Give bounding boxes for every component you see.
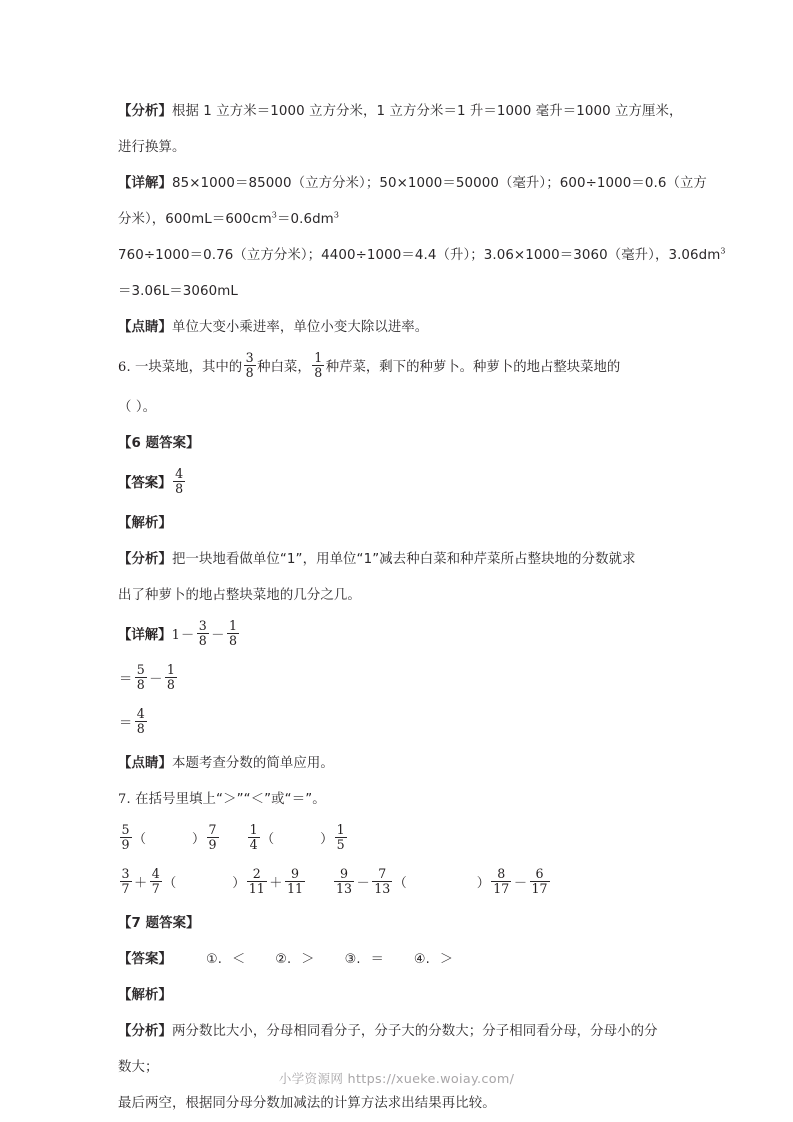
q5-detail-line3 — [118, 238, 726, 274]
superscript-3-b: 3 — [333, 210, 340, 220]
q6-answer-blank: （ ）。 — [118, 400, 157, 415]
q6-detail-row3 — [118, 702, 682, 746]
plus-op-1: ＋ — [134, 876, 148, 891]
minus-op-2: － — [211, 628, 225, 643]
q6-detail-one: 1 — [171, 628, 181, 643]
q7-analysis-text3: 最后两空，根据同分母分数加减法的计算方法求出结果再比较。 — [118, 1096, 496, 1111]
document-body — [118, 94, 726, 1122]
plus-op-2: ＋ — [269, 876, 283, 891]
answer-item-3: ③. ＝ — [344, 952, 384, 967]
q6-answer-line — [118, 462, 682, 506]
blank-paren-4[interactable]: （ ） — [393, 876, 490, 891]
minus-op-5: － — [513, 876, 527, 891]
q7-compare-row-2 — [118, 862, 682, 906]
q5-detail-text2a: 分米），600mL＝600cm — [118, 212, 272, 227]
q7-compare-row-1 — [118, 818, 682, 862]
q6-number: 6. — [118, 360, 131, 375]
fraction-3-8-a: $\frac{3}{8}$ — [245, 350, 254, 380]
q5-detail-line4 — [118, 274, 682, 310]
fraction-9-11: $\frac{9}{11}$ — [286, 866, 303, 896]
q6-analysis-text1: 把一块地看做单位“1”，用单位“1”减去种白菜和种芹菜所占整块地的分数就求 — [171, 552, 636, 567]
fraction-3-7: $\frac{3}{7}$ — [121, 866, 130, 896]
q7-stem-text: 在括号里填上“＞”“＜”或“＝”。 — [135, 792, 326, 807]
fraction-1-8-c: $\frac{1}{8}$ — [166, 662, 175, 692]
q5-detail-text2b: ＝0.6dm — [276, 212, 334, 227]
q6-stem-part1: 一块菜地，其中的 — [135, 360, 243, 375]
fraction-3-8-b: $\frac{3}{8}$ — [198, 618, 207, 648]
minus-op-4: － — [356, 876, 370, 891]
q6-stem-blank-line — [118, 390, 682, 426]
q5-point-text: 单位大变小乘进率，单位小变大除以进率。 — [171, 320, 429, 335]
fraction-1-4: $\frac{1}{4}$ — [249, 822, 258, 852]
q6-explain-header — [118, 506, 682, 542]
blank-paren-3[interactable]: （ ） — [163, 876, 246, 891]
fraction-8-17: $\frac{8}{17}$ — [493, 866, 510, 896]
equals-op-2: ＝ — [119, 716, 133, 731]
equals-op-1: ＝ — [119, 672, 133, 687]
fraction-9-13: $\frac{9}{13}$ — [336, 866, 353, 896]
q7-analysis-line3 — [118, 1086, 682, 1122]
q5-analysis-line1 — [118, 94, 682, 130]
point-label: 【点睛】 — [118, 320, 172, 335]
q5-point-line — [118, 310, 682, 346]
fraction-1-8-b: $\frac{1}{8}$ — [228, 618, 237, 648]
q5-detail-line2 — [118, 202, 682, 238]
q6-stem-part3: 种芹菜，剩下的种萝卜。种萝卜的地占整块菜地的 — [325, 360, 621, 375]
q5-analysis-continuation: 进行换算。 — [118, 140, 186, 155]
fraction-5-9: $\frac{5}{9}$ — [121, 822, 130, 852]
q6-point-label: 【点睛】 — [118, 756, 172, 771]
q7-analysis-text1: 两分数比大小，分母相同看分子，分子大的分数大；分子相同看分母，分母小的分 — [171, 1024, 658, 1039]
q6-answer-header — [118, 426, 682, 462]
superscript-3-a: 3 — [271, 210, 277, 220]
q7-answer-header-text: 【7 题答案】 — [118, 916, 200, 931]
q7-analysis-text2: 数大； — [118, 1060, 159, 1075]
q6-explain-header-text: 【解析】 — [118, 516, 172, 531]
q6-analysis-line1 — [118, 542, 682, 578]
superscript-3-c: 3 — [720, 246, 726, 256]
fraction-5-8: $\frac{5}{8}$ — [136, 662, 145, 692]
q7-answer-label: 【答案】 — [118, 952, 172, 967]
q6-answer-header-text: 【6 题答案】 — [118, 436, 200, 451]
fraction-1-8-a: $\frac{1}{8}$ — [314, 350, 323, 380]
minus-op-3: － — [149, 672, 163, 687]
fraction-6-17: $\frac{6}{17}$ — [531, 866, 548, 896]
q7-number: 7. — [118, 792, 131, 807]
fraction-1-5: $\frac{1}{5}$ — [336, 822, 345, 852]
q7-answer-line — [118, 942, 682, 978]
q7-analysis-line1 — [118, 1014, 682, 1050]
watermark-site-name: 小学资源网 — [278, 1071, 344, 1086]
q5-detail-text4: ＝3.06L＝3060mL — [118, 284, 238, 299]
fraction-4-7: $\frac{4}{7}$ — [151, 866, 160, 896]
q6-stem-line1 — [118, 346, 682, 390]
q6-detail-label: 【详解】 — [118, 628, 172, 643]
q6-stem-part2: 种白菜， — [257, 360, 311, 375]
q6-analysis-label: 【分析】 — [118, 552, 172, 567]
answer-item-2: ②. ＞ — [275, 952, 315, 967]
fraction-4-8-b: $\frac{4}{8}$ — [136, 706, 145, 736]
q6-point-text: 本题考查分数的简单应用。 — [171, 756, 334, 771]
watermark-footer — [0, 1068, 793, 1087]
minus-op-1: － — [181, 628, 195, 643]
q6-detail-row1 — [118, 614, 682, 658]
q7-stem-line — [118, 782, 682, 818]
fraction-7-13: $\frac{7}{13}$ — [374, 866, 391, 896]
fraction-2-11: $\frac{2}{11}$ — [248, 866, 265, 896]
q6-detail-row2 — [118, 658, 682, 702]
q5-detail-text1: 85×1000＝85000（立方分米）；50×1000＝50000（毫升）；600÷1000＝0.6（立方 — [171, 176, 707, 191]
fraction-7-9: $\frac{7}{9}$ — [208, 822, 217, 852]
fraction-4-8-a: $\frac{4}{8}$ — [175, 466, 184, 496]
blank-paren-2[interactable]: （ ） — [261, 832, 334, 847]
q7-explain-header — [118, 978, 682, 1014]
q6-point-line — [118, 746, 682, 782]
answer-label: 【答案】 — [118, 476, 172, 491]
q7-explain-header-text: 【解析】 — [118, 988, 172, 1003]
blank-paren-1[interactable]: （ ） — [133, 832, 206, 847]
q5-analysis-line2 — [118, 130, 682, 166]
analysis-label: 【分析】 — [118, 104, 172, 119]
detail-label: 【详解】 — [118, 176, 172, 191]
answer-item-4: ④. ＞ — [413, 952, 454, 967]
q5-detail-text3: 760÷1000＝0.76（立方分米）；4400÷1000＝4.4（升）；3.06×1000＝3060（毫升），3.06dm — [118, 248, 721, 263]
q6-analysis-text2: 出了种萝卜的地占整块菜地的几分之几。 — [118, 588, 361, 603]
watermark-url: https://xueke.woiay.com/ — [347, 1072, 515, 1087]
q7-analysis-label: 【分析】 — [118, 1024, 172, 1039]
answer-item-1: ①. ＜ — [205, 952, 246, 967]
q7-answer-header — [118, 906, 682, 942]
q6-analysis-line2 — [118, 578, 682, 614]
q5-analysis-text: 根据 1 立方米＝1000 立方分米，1 立方分米＝1 升＝1000 毫升＝1000 立方厘米， — [171, 104, 683, 119]
q5-detail-line1 — [118, 166, 707, 202]
